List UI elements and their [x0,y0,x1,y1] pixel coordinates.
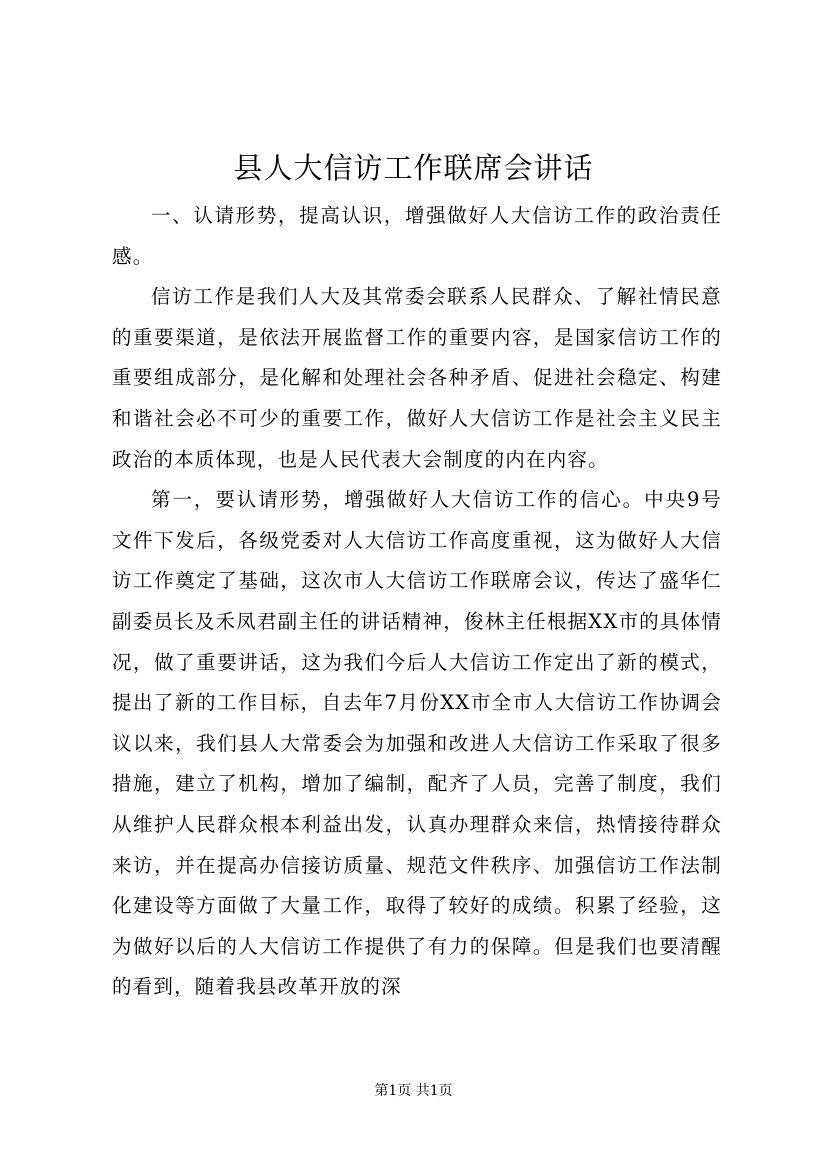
paragraph-first-point: 第一，要认请形势，增强做好人大信访工作的信心。中央9号文件下发后，各级党委对人大信访工作高度重视，这为做好人大信访工作奠定了基础，这次市人大信访工作联席会议，传达了盛华仁副委员长及禾凤君副主任的讲话精神，俊林主任根据XX市的具体情况，做了重要讲话，这为我们今后人大信访工作定出了新的模式，提出了新的工作目标，自去年7月份XX市全市人大信访工作协调会议以来，我们县人大常委会为加强和改进人大信访工作采取了很多措施，建立了机构，增加了编制，配齐了人员，完善了制度，我们从维护人民群众根本利益出发，认真办理群众来信，热情接待群众来访，并在提高办信接访质量、规范文件秩序、加强信访工作法制化建设等方面做了大量工作，取得了较好的成绩。积累了经验，这为做好以后的人大信访工作提供了有力的保障。但是我们也要清醒的看到，随着我县改革开放的深 [112,488,722,999]
paragraph-intro: 信访工作是我们人大及其常委会联系人民群众、了解社情民意的重要渠道，是依法开展监督工作的重要内容，是国家信访工作的重要组成部分，是化解和处理社会各种矛盾、促进社会稳定、构建和谐社会必不可少的重要工作，做好人大信访工作是社会主义民主政治的本质体现，也是人民代表大会制度的内在内容。 [112,285,722,471]
document-body [112,196,722,1008]
page-number-footer: 第1页 共1页 [374,1083,453,1099]
paragraph-section-heading: 一、认请形势，提高认识，增强做好人大信访工作的政治责任感。 [112,204,722,268]
document-title: 县人大信访工作联席会讲话 [233,151,594,185]
